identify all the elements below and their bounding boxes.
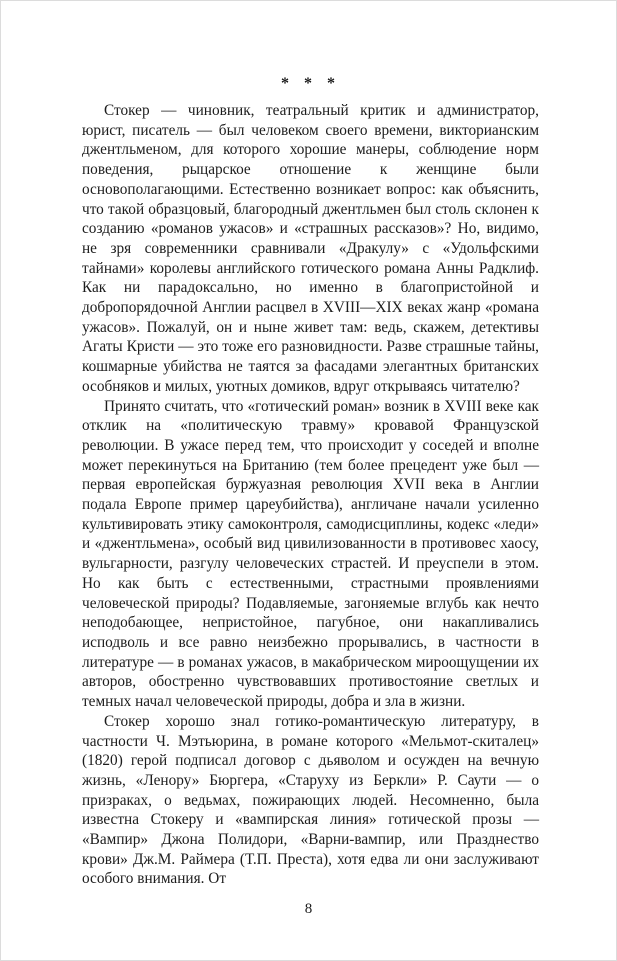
section-separator-asterisks: * * * bbox=[281, 75, 336, 92]
paragraph-2: Принято считать, что «готический роман» возник в XVIII веке как отклик на «политическую травму» кровавой Французской революции. В ужасе перед тем, что происходит у соседей и вполне может перекинуться на Британию (тем более прецедент уже был — первая европейская буржуазная революция XVII века в Англии подала Европе пример цареубийства), англичане начали усиленно культивировать этику самоконтроля, самодисциплины, кодекс «леди» и «джентльмена», особый вид цивилизованности в противовес хаосу, вульгарности, разгулу человеческих страстей. И преуспели в этом. Но как быть с естественными, страстными проявлениями человеческой природы? Подавляемые, загоняемые вглубь как нечто неподобающее, непристойное, пагубное, они накапливались исподволь и все равно неизбежно прорывались, в частности в литературе — в романах ужасов, в макабрическом мироощущении их авторов, обостренно чувствовавших противостояние светлых и темных начал человеческой природы, добра и зла в жизни. bbox=[82, 397, 539, 711]
body-text bbox=[82, 101, 539, 889]
paragraph-1: Стокер — чиновник, театральный критик и администратор, юрист, писатель — был человеком своего времени, викторианским джентльменом, для которого хорошие манеры, соблюдение норм поведения, рыцарское отношение к женщине были основополагающими. Естественно возникает вопрос: как объяснить, что такой образцовый, благородный джентльмен был столь склонен к созданию «романов ужасов» и «страшных рассказов»? Но, видимо, не зря современники сравнивали «Дракулу» с «Удольфскими тайнами» королевы английского готического романа Анны Радклиф. Как ни парадоксально, но именно в благопристойной и добропорядочной Англии расцвел в XVIII—XIX веках жанр «романа ужасов». Пожалуй, он и ныне живет там: ведь, скажем, детективы Агаты Кристи — это тоже его разновидности. Разве страшные тайны, кошмарные убийства не таятся за фасадами элегантных британских особняков и милых, уютных домиков, вдруг открываясь читателю? bbox=[82, 102, 539, 395]
page-number: 8 bbox=[304, 901, 313, 917]
paragraph-3: Стокер хорошо знал готико-романтическую литературу, в частности Ч. Мэтьюрина, в романе которого «Мельмот-скиталец» (1820) герой подписал договор с дьяволом и осужден на вечную жизнь, «Ленору» Бюргера, «Старуху из Беркли» Р. Саути — о призраках, о ведьмах, пожирающих людей. Несомненно, была известна Стокеру и «вампирская линия» готической прозы — «Вампир» Джона Полидори, «Варни-вампир, или Празднество крови» Дж.М. Раймера (Т.П. Преста), хотя едва ли они заслуживают особого внимания. От bbox=[82, 712, 539, 888]
